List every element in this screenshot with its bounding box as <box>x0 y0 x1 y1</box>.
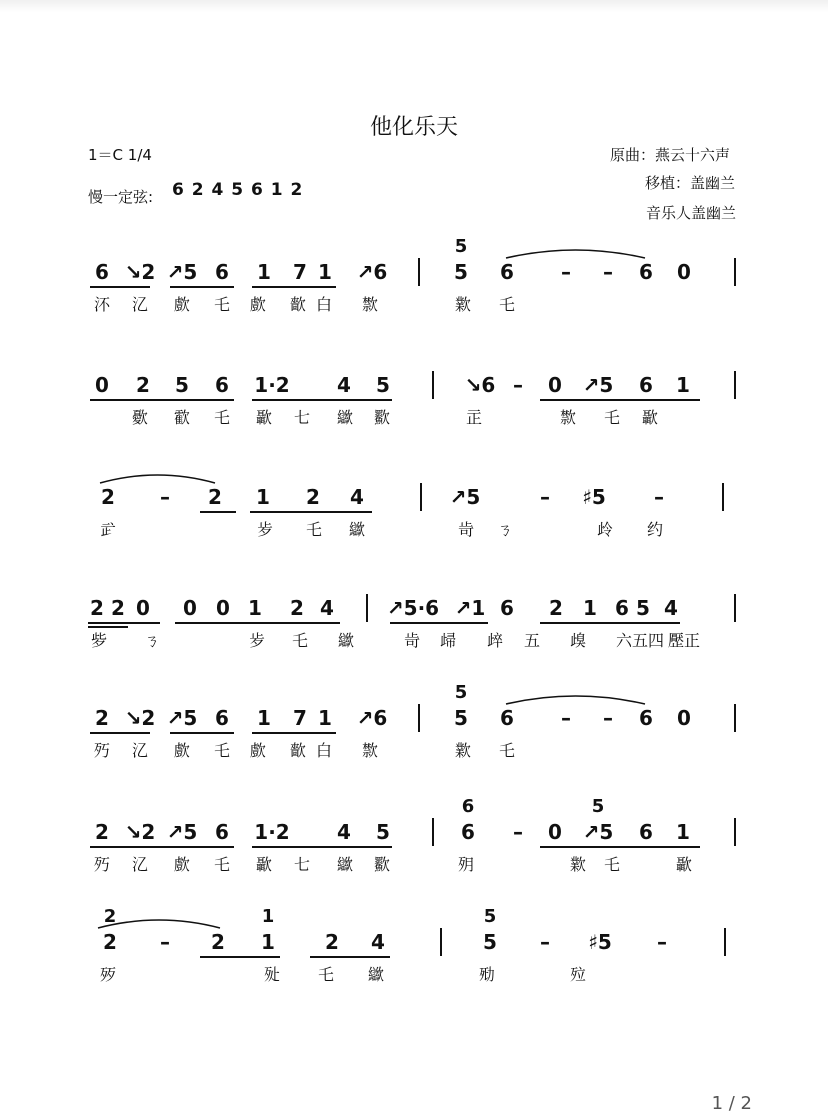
note: ↗6 <box>356 260 388 284</box>
note: 5 <box>376 373 390 397</box>
jianzi-char: 㱏 <box>465 408 483 427</box>
tie-slur <box>98 916 220 930</box>
note: ↗5·6 <box>386 596 440 620</box>
jianzi-char: 㲸 <box>131 855 149 874</box>
underline <box>540 399 700 401</box>
credit-arranger: 移植：盖幽兰 <box>645 174 736 192</box>
jianzi-char: 㱛 <box>99 965 117 984</box>
note: – <box>654 485 664 509</box>
note: ↗5 <box>166 706 198 730</box>
jianzi-char: 㱍 <box>337 631 355 650</box>
jianzi-char: ㄋ <box>496 520 514 539</box>
barline <box>420 483 422 511</box>
barline <box>366 594 368 622</box>
note: ↗1 <box>454 596 486 620</box>
jianzi-char: 㱍 <box>367 965 385 984</box>
jianzi-char: 㱈 <box>559 408 577 427</box>
underline <box>540 622 680 624</box>
jianzi-char: 㱎 <box>373 408 391 427</box>
underline <box>170 286 234 288</box>
upper-note: 5 <box>454 682 468 703</box>
note: 4 <box>320 596 334 620</box>
note: 1 <box>318 706 332 730</box>
jianzi-char: 乇 <box>305 520 323 539</box>
top-shadow <box>0 0 828 12</box>
jianzi-char: 㱌 <box>255 408 273 427</box>
note: 2 <box>111 596 125 620</box>
jianzi-char: 㱒 <box>457 520 475 539</box>
jianzi-char: 乇 <box>498 295 516 314</box>
underline <box>390 622 488 624</box>
note: – <box>561 260 571 284</box>
upper-note: 5 <box>591 796 605 817</box>
jianzi-char: 㱗 <box>569 631 587 650</box>
jianzi-char: 㱑 <box>256 520 274 539</box>
note: 1 <box>257 706 271 730</box>
note: 2 <box>211 930 225 954</box>
note: 0 <box>95 373 109 397</box>
note: ↘6 <box>464 373 496 397</box>
note: 5 <box>454 706 468 730</box>
underline <box>252 399 392 401</box>
note: 6 <box>639 260 653 284</box>
jianzi-char: 七 <box>293 855 311 874</box>
jianzi-char: ㄋ <box>143 631 161 650</box>
jianzi-char: 㲸 <box>131 741 149 760</box>
note: 6 <box>215 373 229 397</box>
jianzi-char: 㱋 <box>173 408 191 427</box>
jianzi-char: 㱔 <box>90 631 108 650</box>
note: ↗5 <box>582 373 614 397</box>
note: 0 <box>216 596 230 620</box>
note: 2 <box>306 485 320 509</box>
note: ↗5 <box>449 485 481 509</box>
jianzi-char: 㱜 <box>263 965 281 984</box>
note: 4 <box>337 820 351 844</box>
jianzi-char: 乇 <box>213 855 231 874</box>
underline <box>170 732 234 734</box>
note: 5 <box>175 373 189 397</box>
note: 5 <box>483 930 497 954</box>
credit-original: 原曲：燕云十六声 <box>610 146 731 164</box>
jianzi-char: 乇 <box>603 855 621 874</box>
jianzi-char: 白 <box>315 295 333 314</box>
jianzi-char: 㱍 <box>336 855 354 874</box>
barline <box>432 371 434 399</box>
jianzi-char: 㱐 <box>99 520 117 539</box>
note: 6 <box>215 260 229 284</box>
note: – <box>160 930 170 954</box>
note: 7 <box>293 260 307 284</box>
jianzi-char: 㱒 <box>403 631 421 650</box>
jianzi-char: 㱆 <box>249 741 267 760</box>
underline <box>540 846 700 848</box>
jianzi-char: 㱍 <box>348 520 366 539</box>
underline <box>252 846 392 848</box>
underline <box>252 732 336 734</box>
jianzi-char: 㱖 <box>486 631 504 650</box>
upper-note: 6 <box>461 796 475 817</box>
jianzi-char: 㲸 <box>131 295 149 314</box>
note: 7 <box>293 706 307 730</box>
note: 4 <box>371 930 385 954</box>
underline <box>250 511 372 513</box>
barline <box>722 483 724 511</box>
jianzi-char: 㱙 <box>93 741 111 760</box>
jianzi-char: 㱙 <box>93 855 111 874</box>
note: 6 <box>461 820 475 844</box>
jianzi-char: 五 <box>523 631 541 650</box>
underline <box>200 956 280 958</box>
underline <box>200 511 236 513</box>
note: – <box>160 485 170 509</box>
note: ↘2 <box>124 706 156 730</box>
underline <box>252 286 336 288</box>
jianzi-char: 㱉 <box>569 855 587 874</box>
note: 2 <box>101 485 115 509</box>
tuning-label: 慢一定弦: <box>88 188 154 206</box>
barline <box>734 818 736 846</box>
note: – <box>561 706 571 730</box>
jianzi-char: 㱆 <box>173 741 191 760</box>
note: – <box>513 373 523 397</box>
note: – <box>540 485 550 509</box>
jianzi-char: 乇 <box>498 741 516 760</box>
note: 0 <box>677 260 691 284</box>
jianzi-char: 㱆 <box>173 295 191 314</box>
note: 6 <box>500 596 514 620</box>
jianzi-char: 㱌 <box>675 855 693 874</box>
jianzi-char: 乇 <box>213 741 231 760</box>
note: 1 <box>318 260 332 284</box>
jianzi-char: 㱊 <box>131 408 149 427</box>
page-number: 1 / 2 <box>711 1093 752 1114</box>
barline <box>418 704 420 732</box>
credit-author: 音乐人盖幽兰 <box>646 204 737 222</box>
note: 0 <box>136 596 150 620</box>
note: – <box>603 260 613 284</box>
note: 2 <box>549 596 563 620</box>
note: 1 <box>676 373 690 397</box>
jianzi-char: 㱉 <box>454 741 472 760</box>
upper-note: 2 <box>103 906 117 927</box>
note: ↘2 <box>124 820 156 844</box>
jianzi-char: 㱍 <box>336 408 354 427</box>
note: 2 <box>136 373 150 397</box>
note: 0 <box>548 820 562 844</box>
jianzi-char: 㱆 <box>173 855 191 874</box>
note: 1 <box>256 485 270 509</box>
note: 1·2 <box>254 820 290 844</box>
jianzi-char: 㱈 <box>361 295 379 314</box>
jianzi-char: 㱉 <box>454 295 472 314</box>
barline <box>734 704 736 732</box>
note: 1 <box>257 260 271 284</box>
note: 4 <box>337 373 351 397</box>
underline <box>88 626 128 628</box>
underline <box>310 956 390 958</box>
note: 2 <box>290 596 304 620</box>
upper-note: 5 <box>454 236 468 257</box>
note: – <box>513 820 523 844</box>
note: 2 <box>103 930 117 954</box>
note: 2 <box>208 485 222 509</box>
underline <box>90 286 150 288</box>
jianzi-char: 约 <box>646 520 664 539</box>
note: 1 <box>261 930 275 954</box>
note: 2 <box>90 596 104 620</box>
jianzi-char: 㱞 <box>569 965 587 984</box>
note: 1 <box>676 820 690 844</box>
note: – <box>603 706 613 730</box>
jianzi-char: 乇 <box>213 408 231 427</box>
note: 6 <box>639 820 653 844</box>
note: ↗5 <box>582 820 614 844</box>
underline <box>175 622 340 624</box>
tie-slur <box>100 471 215 485</box>
note: 0 <box>548 373 562 397</box>
note: 5 <box>454 260 468 284</box>
note: 2 <box>95 820 109 844</box>
jianzi-char: 白 <box>315 741 333 760</box>
barline <box>734 371 736 399</box>
note: 5 <box>376 820 390 844</box>
jianzi-char: 乇 <box>603 408 621 427</box>
note: 6 <box>639 706 653 730</box>
key-signature: 1＝C 1/4 <box>88 146 152 164</box>
barline <box>418 258 420 286</box>
barline <box>440 928 442 956</box>
barline <box>724 928 726 956</box>
tie-slur <box>506 692 645 706</box>
jianzi-char: 㱇 <box>289 741 307 760</box>
note: 6 <box>215 706 229 730</box>
note: ↘2 <box>124 260 156 284</box>
jianzi-char: 㳅 <box>93 295 111 314</box>
note: – <box>540 930 550 954</box>
note: 0 <box>677 706 691 730</box>
note: ↗6 <box>356 706 388 730</box>
barline <box>432 818 434 846</box>
note: 6 <box>95 260 109 284</box>
jianzi-char: 七 <box>293 408 311 427</box>
note: 2 <box>95 706 109 730</box>
note: 1·2 <box>254 373 290 397</box>
upper-note: 5 <box>483 906 497 927</box>
note: 0 <box>183 596 197 620</box>
note: 6 <box>500 706 514 730</box>
note: 6 <box>215 820 229 844</box>
upper-note: 1 <box>261 906 275 927</box>
jianzi-char: 㱌 <box>255 855 273 874</box>
barline <box>734 594 736 622</box>
jianzi-char: 六五四 <box>615 631 665 650</box>
tuning-notes: 6 2 4 5 6 1 2 <box>172 180 304 200</box>
barline <box>734 258 736 286</box>
note: 4 <box>664 596 678 620</box>
jianzi-char: 㱘正 <box>667 631 701 650</box>
jianzi-char: 㱑 <box>248 631 266 650</box>
note: 6 <box>615 596 629 620</box>
note: ↗5 <box>166 260 198 284</box>
note: ♯5 <box>582 485 606 509</box>
underline <box>88 622 160 624</box>
jianzi-char: 㱇 <box>289 295 307 314</box>
note: 4 <box>350 485 364 509</box>
jianzi-char: 㱎 <box>373 855 391 874</box>
note: 1 <box>583 596 597 620</box>
jianzi-char: 㱕 <box>439 631 457 650</box>
note: ♯5 <box>588 930 612 954</box>
jianzi-char: 㱌 <box>641 408 659 427</box>
note: 2 <box>325 930 339 954</box>
score-title: 他化乐天 <box>369 115 458 140</box>
note: ↗5 <box>166 820 198 844</box>
jianzi-char: 㱈 <box>361 741 379 760</box>
note: 6 <box>639 373 653 397</box>
underline <box>90 399 234 401</box>
jianzi-char: 㱚 <box>457 855 475 874</box>
jianzi-char: 㱝 <box>478 965 496 984</box>
tie-slur <box>506 246 645 260</box>
note: – <box>657 930 667 954</box>
jianzi-char: 㱓 <box>596 520 614 539</box>
note: 1 <box>248 596 262 620</box>
jianzi-char: 乇 <box>213 295 231 314</box>
note: 6 <box>500 260 514 284</box>
jianzi-char: 乇 <box>317 965 335 984</box>
jianzi-char: 乇 <box>291 631 309 650</box>
note: 5 <box>636 596 650 620</box>
underline <box>90 732 150 734</box>
underline <box>90 846 234 848</box>
jianzi-char: 㱆 <box>249 295 267 314</box>
